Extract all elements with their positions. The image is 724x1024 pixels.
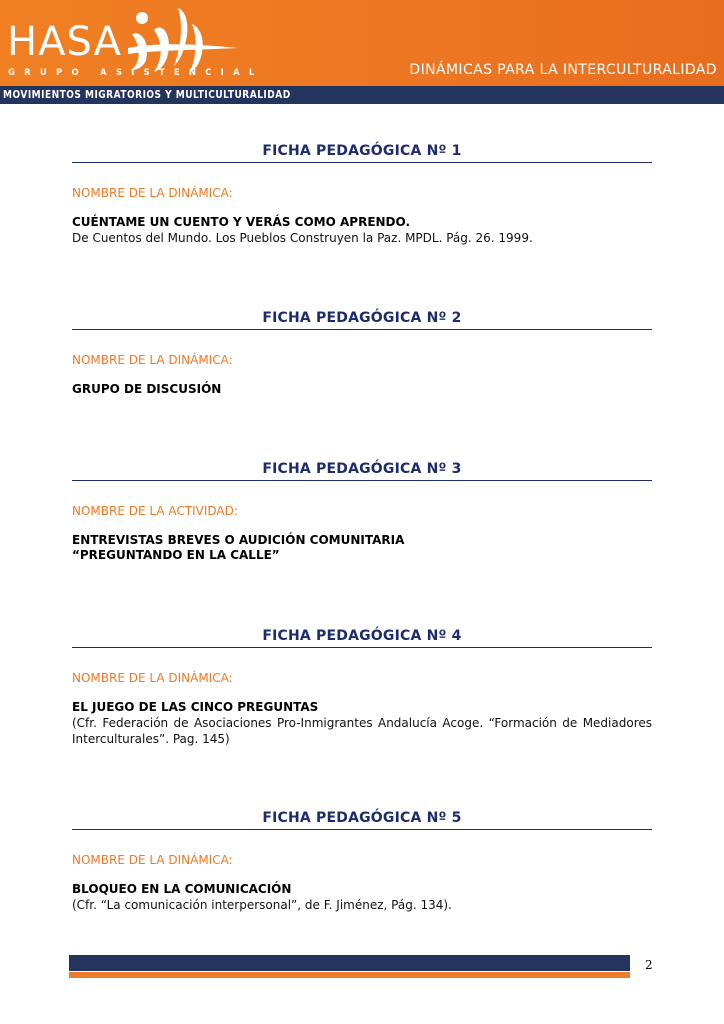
ficha-title: FICHA PEDAGÓGICA Nº 5 [72,809,652,830]
document-title: DINÁMICAS PARA LA INTERCULTURALIDAD [409,62,717,78]
ficha-reference: (Cfr. Federación de Asociaciones Pro-Inmigrantes Andalucía Acoge. “Formación de Mediadores Interculturales”. Pag. 145) [72,716,652,746]
section-banner [0,86,724,104]
ficha-4 [72,627,652,747]
ficha-3 [72,460,652,563]
ficha-label: NOMBRE DE LA ACTIVIDAD: [72,504,238,518]
ficha-title: FICHA PEDAGÓGICA Nº 3 [72,460,652,481]
section-banner-text: MOVIMIENTOS MIGRATORIOS Y MULTICULTURALIDAD [3,89,291,101]
logo-name: HASA [7,19,122,65]
page-number: 2 [645,958,653,972]
ficha-1 [72,142,652,246]
ficha-label: NOMBRE DE LA DINÁMICA: [72,853,233,867]
ficha-label: NOMBRE DE LA DINÁMICA: [72,186,233,200]
header-banner [0,0,724,86]
ficha-title: FICHA PEDAGÓGICA Nº 1 [72,142,652,163]
ficha-reference: (Cfr. “La comunicación interpersonal”, de F. Jiménez, Pág. 134). [72,898,452,912]
footer-bar [69,955,630,971]
ficha-name: CUÉNTAME UN CUENTO Y VERÁS COMO APRENDO. [72,215,411,229]
ficha-name: ENTREVISTAS BREVES O AUDICIÓN COMUNITARIA [72,533,405,547]
logo-subtitle: GRUPO ASISTENCIAL [8,68,264,78]
ficha-label: NOMBRE DE LA DINÁMICA: [72,353,233,367]
ficha-name: GRUPO DE DISCUSIÓN [72,382,222,396]
ficha-name: BLOQUEO EN LA COMUNICACIÓN [72,882,292,896]
logo-swirl-icon [128,4,240,76]
ficha-title: FICHA PEDAGÓGICA Nº 2 [72,309,652,330]
ficha-name-line-2: “PREGUNTANDO EN LA CALLE” [72,548,280,562]
ficha-label: NOMBRE DE LA DINÁMICA: [72,671,233,685]
footer-accent-bar [69,972,630,978]
ficha-2 [72,309,652,397]
ficha-title: FICHA PEDAGÓGICA Nº 4 [72,627,652,648]
ficha-reference: De Cuentos del Mundo. Los Pueblos Construyen la Paz. MPDL. Pág. 26. 1999. [72,231,533,245]
ficha-5 [72,809,652,913]
ficha-name: EL JUEGO DE LAS CINCO PREGUNTAS [72,700,319,714]
